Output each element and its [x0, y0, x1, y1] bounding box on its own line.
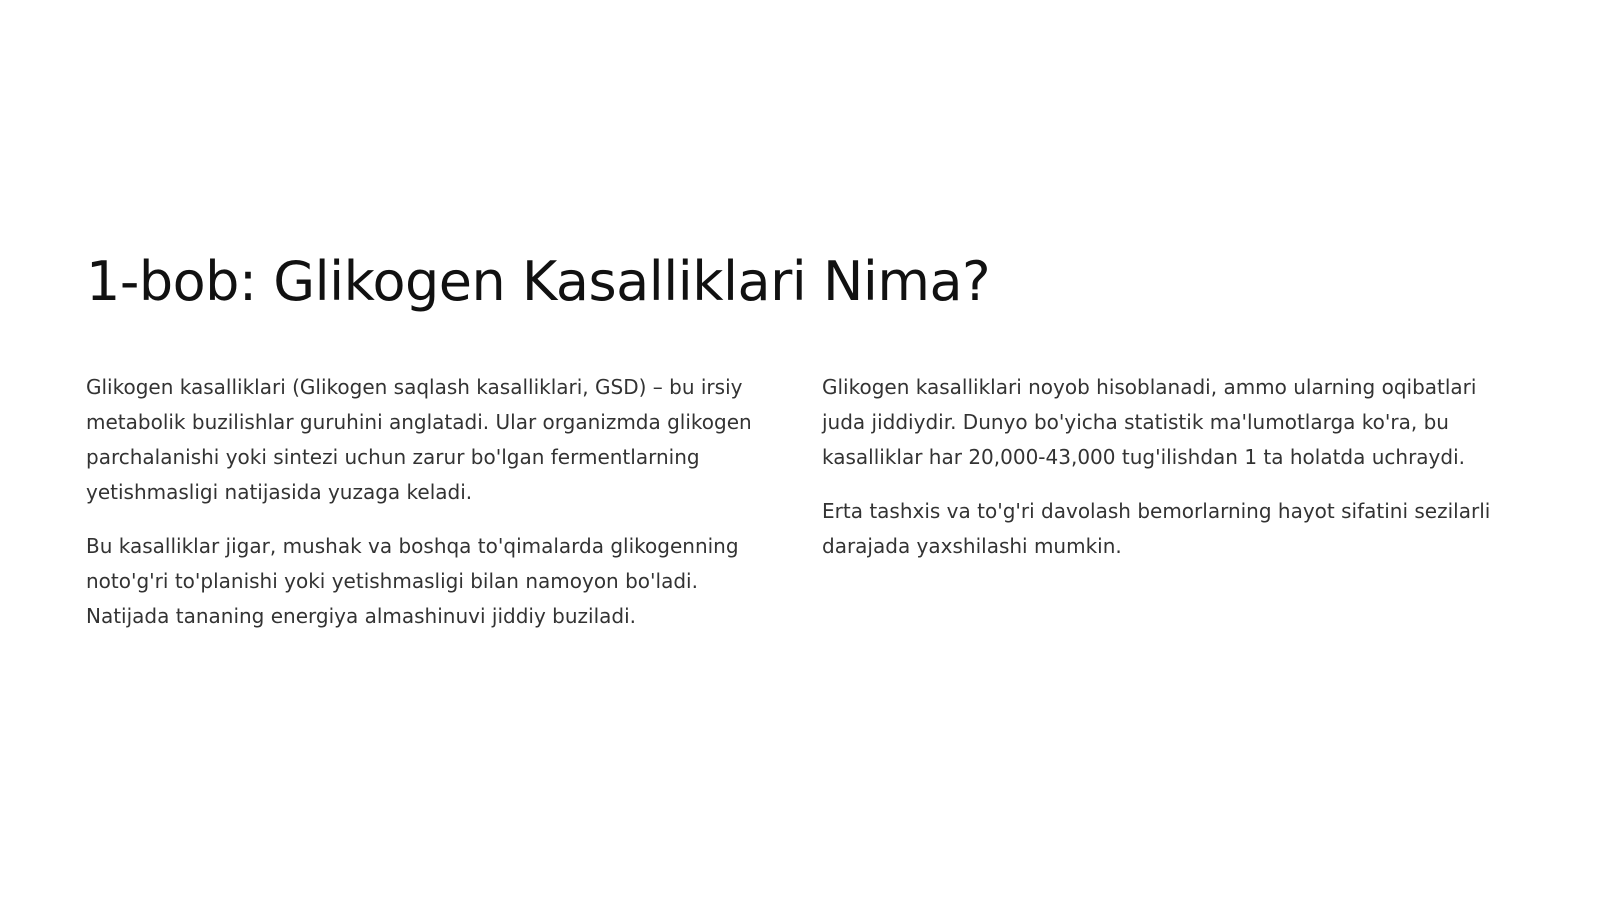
right-column: [822, 370, 1512, 583]
right-paragraph-1: Glikogen kasalliklari noyob hisoblanadi, ammo ularning oqibatlari juda jiddiydir. Dunyo bo'yicha statistik ma'lumotlarga ko'ra, bu kasalliklar har 20,000-43,000 tug'ilishdan 1 ta holatda uchraydi.: [822, 375, 1477, 469]
left-paragraph-1: Glikogen kasalliklari (Glikogen saqlash kasalliklari, GSD) – bu irsiy metabolik buzilishlar guruhini anglatadi. Ular organizmda glikogen parchalanishi yoki sintezi uchun zarur bo'lgan fermentlarning yetishmasligi natijasida yuzaga keladi.: [86, 375, 752, 504]
left-column: [86, 370, 776, 653]
left-paragraph-2: Bu kasalliklar jigar, mushak va boshqa to'qimalarda glikogenning noto'g'ri to'planishi yoki yetishmasligi bilan namoyon bo'ladi. Natijada tananing energiya almashinuvi jiddiy buziladi.: [86, 534, 739, 628]
slide-title: 1-bob: Glikogen Kasalliklari Nima?: [86, 250, 991, 313]
right-paragraph-2: Erta tashxis va to'g'ri davolash bemorlarning hayot sifatini sezilarli darajada yaxshilashi mumkin.: [822, 499, 1491, 558]
